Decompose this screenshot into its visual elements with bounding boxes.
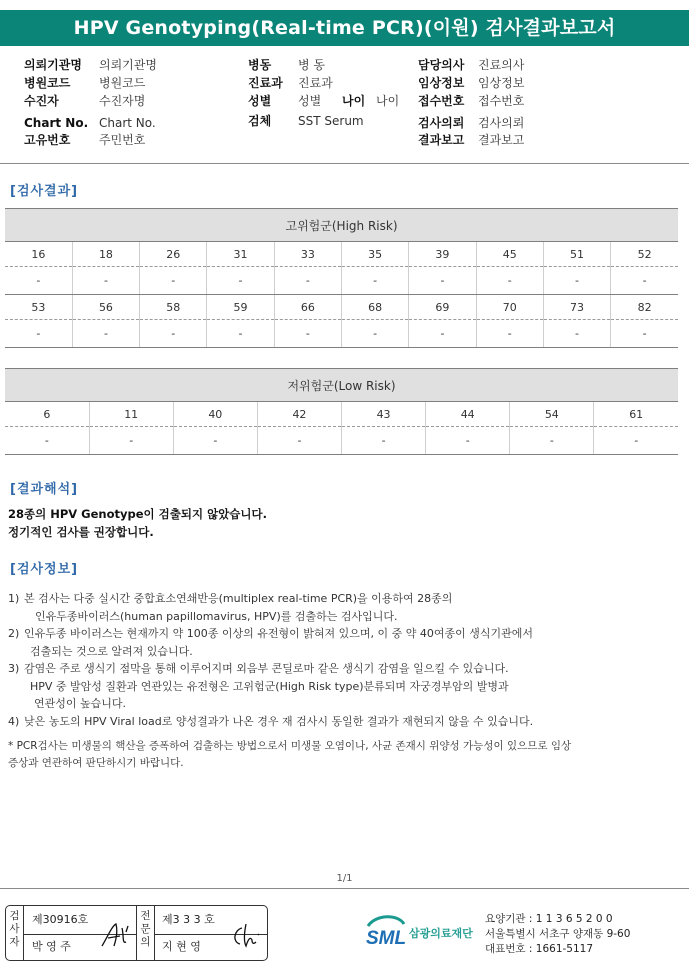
info-request-date: 검사의뢰 검사의뢰 xyxy=(418,116,525,130)
genotype-result: - xyxy=(409,267,476,295)
specialist-name: 지 현 영 xyxy=(162,940,201,953)
info-receipt-no: 접수번호 접수번호 xyxy=(418,94,525,108)
genotype-code: 53 xyxy=(5,295,72,320)
genotype-result: - xyxy=(426,427,510,455)
footer-divider xyxy=(0,888,689,889)
genotype-result: - xyxy=(409,320,476,348)
genotype-result: - xyxy=(510,427,594,455)
high-risk-table xyxy=(5,208,678,348)
specialist-signature-icon xyxy=(228,918,264,952)
genotype-code: 68 xyxy=(341,295,408,320)
tester-signature-icon xyxy=(98,918,132,952)
report-title: HPV Genotyping(Real-time PCR)(이원) 검사결과보고서 xyxy=(0,10,689,46)
institution-name: 삼광의료재단 xyxy=(409,927,473,940)
high-risk-codes-row-2 xyxy=(5,295,678,320)
high-risk-values-row-1 xyxy=(5,267,678,295)
tester-name: 박 영 주 xyxy=(32,940,71,953)
genotype-code: 16 xyxy=(5,242,72,267)
genotype-result: - xyxy=(274,320,341,348)
genotype-code: 35 xyxy=(341,242,408,267)
genotype-code: 51 xyxy=(543,242,610,267)
section-test-info-title: [검사정보] xyxy=(10,562,79,577)
test-info-notes xyxy=(8,590,668,772)
info-ward: 병동 병 동 xyxy=(248,58,325,72)
high-risk-values-row-2 xyxy=(5,320,678,348)
institution-phone: 대표번호 : 1661-5117 xyxy=(485,943,594,955)
low-risk-header: 저위험군(Low Risk) xyxy=(5,369,678,402)
info-department: 진료과 진료과 xyxy=(248,76,333,90)
genotype-result: - xyxy=(274,267,341,295)
genotype-code: 70 xyxy=(476,295,543,320)
low-risk-codes-row xyxy=(5,402,678,427)
genotype-result: - xyxy=(5,427,89,455)
genotype-code: 61 xyxy=(594,402,678,427)
interpretation-text xyxy=(8,505,267,541)
genotype-result: - xyxy=(5,267,72,295)
low-risk-table xyxy=(5,368,678,455)
pcr-footnote: * PCR검사는 미생물의 핵산을 증폭하여 검출하는 방법으로서 미생물 오염이나, 사균 존재시 위양성 가능성이 있으므로 임상 증상과 연관하여 판단하시기 바랍니다. xyxy=(8,740,572,769)
genotype-result: - xyxy=(594,427,678,455)
institution-info xyxy=(485,912,630,957)
genotype-code: 58 xyxy=(140,295,207,320)
genotype-result: - xyxy=(173,427,257,455)
genotype-result: - xyxy=(341,320,408,348)
info-specimen: 검체 SST Serum xyxy=(248,114,364,128)
note-2: 2) 인유두종 바이러스는 현재까지 약 100종 이상의 유전형이 밝혀져 있으며, 이 중 약 40여종이 생식기관에서 검출되는 것으로 알려져 있습니다. xyxy=(8,627,533,658)
genotype-result: - xyxy=(72,267,139,295)
specialist-license: 제3 3 3 호 xyxy=(162,913,215,926)
genotype-result: - xyxy=(611,320,678,348)
info-doctor: 담당의사 진료의사 xyxy=(418,58,525,72)
genotype-code: 66 xyxy=(274,295,341,320)
institution-code: 요양기관 : 1 1 3 6 5 2 0 0 xyxy=(485,913,613,925)
interpretation-line-2: 정기적인 검사를 권장합니다. xyxy=(8,525,154,539)
genotype-code: 31 xyxy=(207,242,274,267)
patient-info xyxy=(24,56,674,152)
tester-license: 제30916호 xyxy=(32,913,89,926)
info-chart-no: Chart No. Chart No. xyxy=(24,116,156,130)
info-clinical: 임상정보 임상정보 xyxy=(418,76,525,90)
genotype-code: 52 xyxy=(611,242,678,267)
note-1: 1) 본 검사는 다중 실시간 중합효소연쇄반응(multiplex real-time PCR)을 이용하여 28종의 인유두종바이러스(human papillomavirus, HPV)를 검출하는 검사입니다. xyxy=(8,592,453,623)
interpretation-line-1: 28종의 HPV Genotype이 검출되지 않았습니다. xyxy=(8,507,267,521)
genotype-result: - xyxy=(207,267,274,295)
signature-box xyxy=(5,905,268,961)
genotype-code: 11 xyxy=(89,402,173,427)
genotype-result: - xyxy=(543,267,610,295)
svg-text:SML: SML xyxy=(366,928,407,949)
info-requesting-institution: 의뢰기관명 의뢰기관명 xyxy=(24,58,157,72)
page-number: 1/1 xyxy=(336,873,353,884)
genotype-result: - xyxy=(342,427,426,455)
genotype-code: 69 xyxy=(409,295,476,320)
genotype-code: 56 xyxy=(72,295,139,320)
genotype-result: - xyxy=(543,320,610,348)
genotype-result: - xyxy=(207,320,274,348)
genotype-result: - xyxy=(140,320,207,348)
genotype-result: - xyxy=(140,267,207,295)
note-4: 4) 낮은 농도의 HPV Viral load로 양성결과가 나온 경우 재 검사시 동일한 결과가 재현되지 않을 수 있습니다. xyxy=(8,714,534,728)
genotype-result: - xyxy=(476,267,543,295)
section-interpretation-title: [결과해석] xyxy=(10,482,79,497)
header-divider xyxy=(0,163,689,164)
low-risk-values-row xyxy=(5,427,678,455)
genotype-result: - xyxy=(476,320,543,348)
genotype-code: 45 xyxy=(476,242,543,267)
genotype-code: 39 xyxy=(409,242,476,267)
tester-label: 검 사 자 xyxy=(6,906,24,960)
genotype-code: 59 xyxy=(207,295,274,320)
section-results-title: [검사결과] xyxy=(10,184,79,199)
genotype-code: 82 xyxy=(611,295,678,320)
genotype-result: - xyxy=(72,320,139,348)
high-risk-header: 고위험군(High Risk) xyxy=(5,209,678,242)
note-3: 3) 감염은 주로 생식기 점막을 통해 이루어지며 외음부 콘딜로마 같은 생식기 감염을 일으킬 수 있습니다. HPV 중 발암성 질환과 연관있는 유전형은 고위험군(High Risk type)분류되며 자궁경부암의 발병과 연관성이 높습니다. xyxy=(8,662,509,710)
genotype-code: 18 xyxy=(72,242,139,267)
genotype-code: 43 xyxy=(342,402,426,427)
info-report-date: 결과보고 결과보고 xyxy=(418,133,525,147)
info-sex: 성별 성별 나이 나이 xyxy=(248,94,400,108)
genotype-result: - xyxy=(89,427,173,455)
genotype-result: - xyxy=(341,267,408,295)
genotype-code: 73 xyxy=(543,295,610,320)
genotype-result: - xyxy=(257,427,341,455)
genotype-code: 40 xyxy=(173,402,257,427)
specialist-label: 전 문 의 xyxy=(137,906,155,960)
genotype-code: 6 xyxy=(5,402,89,427)
genotype-code: 44 xyxy=(426,402,510,427)
genotype-code: 26 xyxy=(140,242,207,267)
institution-address: 서울특별시 서초구 양재동 9-60 xyxy=(485,928,631,940)
high-risk-codes-row-1 xyxy=(5,242,678,267)
info-hospital-code: 병원코드 병원코드 xyxy=(24,76,146,90)
genotype-code: 42 xyxy=(257,402,341,427)
genotype-result: - xyxy=(611,267,678,295)
info-patient: 수진자 수진자명 xyxy=(24,94,146,108)
info-unique-no: 고유번호 주민번호 xyxy=(24,133,146,147)
genotype-result: - xyxy=(5,320,72,348)
genotype-code: 54 xyxy=(510,402,594,427)
genotype-code: 33 xyxy=(274,242,341,267)
